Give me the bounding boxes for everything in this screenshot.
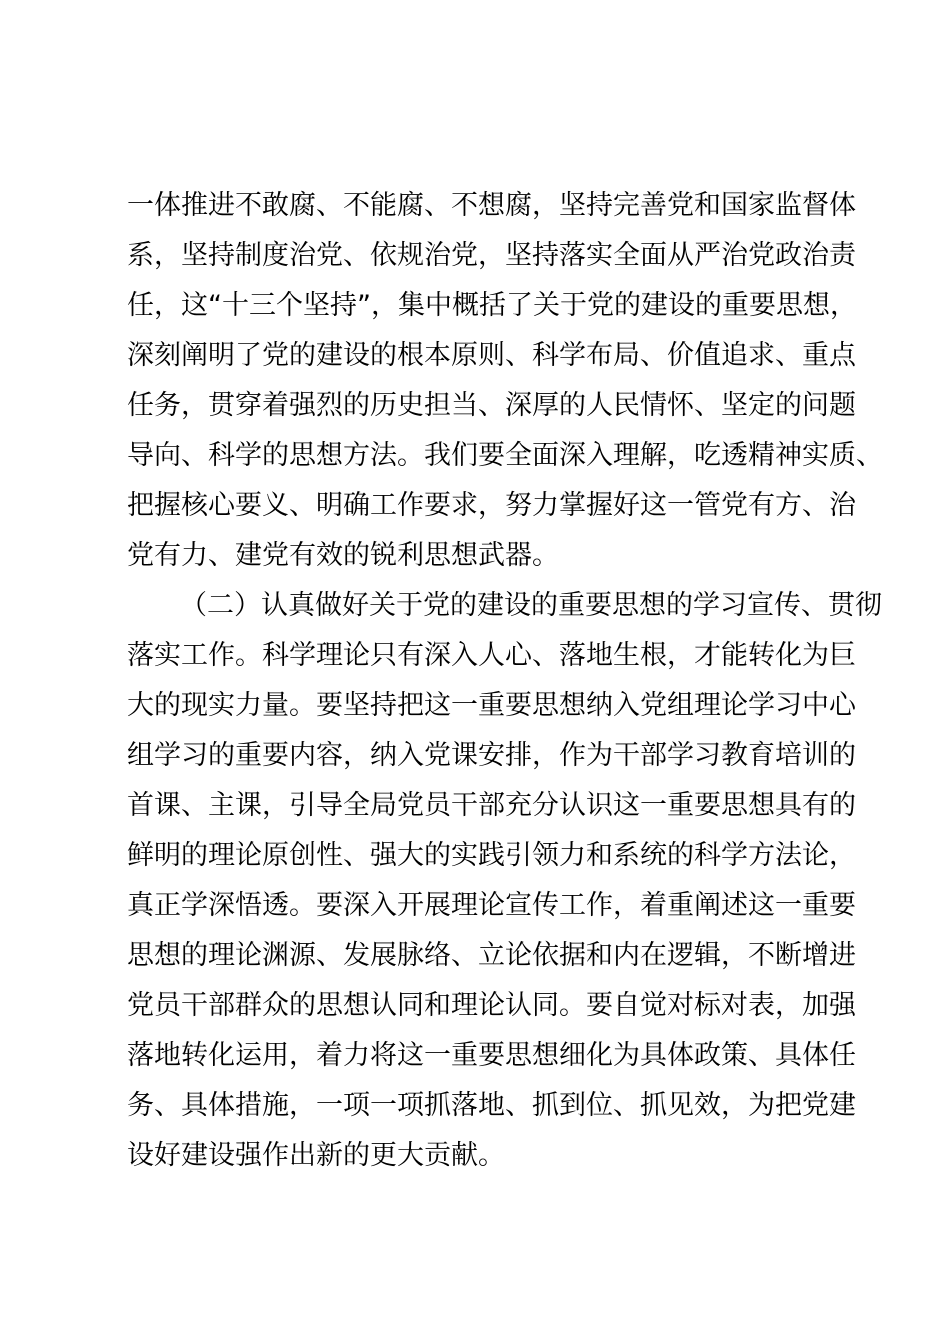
- paragraph-line: 设好建设强作出新的更大贡献。: [127, 1140, 505, 1171]
- paragraph-line: 落地转化运用，着力将这一重要思想细化为具体政策、具体任: [127, 1040, 856, 1071]
- paragraph-line: 系，坚持制度治党、依规治党，坚持落实全面从严治党政治责: [127, 240, 856, 271]
- paragraph-line: 深刻阐明了党的建设的根本原则、科学布局、价值追求、重点: [127, 340, 856, 371]
- section-heading-line: （二）认真做好关于党的建设的重要思想的学习宣传、贯彻: [180, 590, 882, 621]
- paragraph-line: 党员干部群众的思想认同和理论认同。要自觉对标对表，加强: [127, 990, 856, 1021]
- paragraph-line: 任，这“十三个坚持”，集中概括了关于党的建设的重要思想，: [127, 290, 857, 321]
- paragraph-line: 思想的理论渊源、发展脉络、立论依据和内在逻辑，不断增进: [127, 940, 856, 971]
- paragraph-line: 真正学深悟透。要深入开展理论宣传工作，着重阐述这一重要: [127, 890, 856, 921]
- paragraph-line: 落实工作。科学理论只有深入人心、落地生根，才能转化为巨: [127, 640, 856, 671]
- paragraph-line: 首课、主课，引导全局党员干部充分认识这一重要思想具有的: [127, 790, 856, 821]
- paragraph-line: 务、具体措施，一项一项抓落地、抓到位、抓见效，为把党建: [127, 1090, 856, 1121]
- paragraph-line: 组学习的重要内容，纳入党课安排，作为干部学习教育培训的: [127, 740, 856, 771]
- paragraph-line: 鲜明的理论原创性、强大的实践引领力和系统的科学方法论，: [127, 840, 856, 871]
- paragraph-line: 大的现实力量。要坚持把这一重要思想纳入党组理论学习中心: [127, 690, 856, 721]
- paragraph-line: 任务，贯穿着强烈的历史担当、深厚的人民情怀、坚定的问题: [127, 390, 856, 421]
- paragraph-line: 导向、科学的思想方法。我们要全面深入理解，吃透精神实质、: [127, 440, 883, 471]
- paragraph-line: 把握核心要义、明确工作要求，努力掌握好这一管党有方、治: [127, 490, 856, 521]
- paragraph-line: 一体推进不敢腐、不能腐、不想腐，坚持完善党和国家监督体: [127, 190, 856, 221]
- paragraph-line: 党有力、建党有效的锐利思想武器。: [127, 540, 559, 571]
